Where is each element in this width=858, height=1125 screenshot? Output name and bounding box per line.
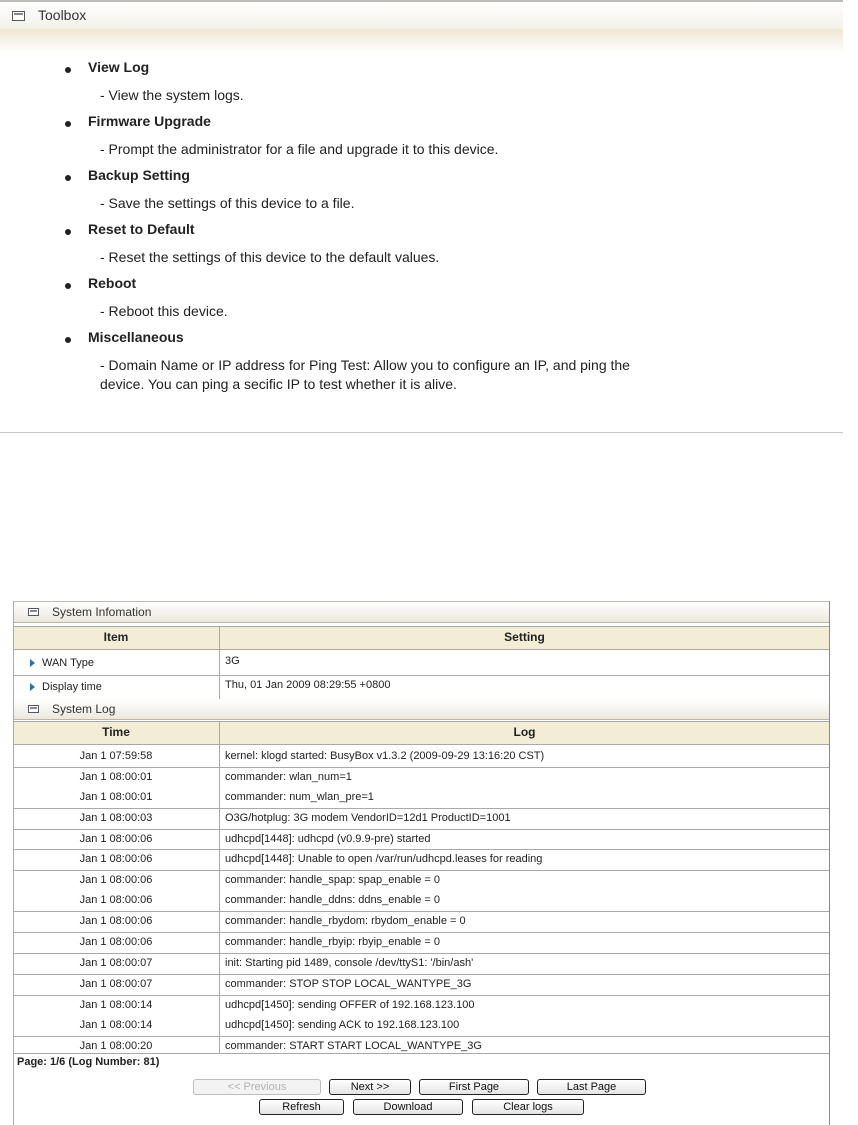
log-message: commander: handle_rbydom: rbydom_enable = 0 (225, 915, 466, 927)
table-row (14, 676, 829, 698)
bullet-icon (65, 229, 71, 235)
refresh-button[interactable]: Refresh (259, 1099, 344, 1115)
column-header-item: Item (103, 630, 129, 644)
bullet-icon (65, 175, 71, 181)
download-button[interactable]: Download (353, 1099, 463, 1115)
table-row (14, 996, 829, 1016)
first-page-button[interactable]: First Page (419, 1079, 529, 1095)
toolbox-item-title: Reset to Default (88, 221, 195, 237)
log-time: Jan 1 08:00:03 (79, 812, 153, 824)
table-row (14, 768, 829, 788)
system-log-title: System Log (52, 702, 116, 716)
table-row (14, 891, 829, 911)
log-message: commander: STOP STOP LOCAL_WANTYPE_3G (225, 978, 472, 990)
window-icon (28, 608, 39, 616)
toolbox-header (0, 0, 843, 30)
log-time: Jan 1 08:00:06 (79, 936, 153, 948)
table-row (14, 871, 829, 891)
log-message: commander: wlan_num=1 (225, 771, 352, 783)
table-row (14, 1016, 829, 1036)
info-item-label: Display time (42, 681, 102, 693)
next-page-button[interactable]: Next >> (329, 1079, 411, 1095)
table-row (14, 933, 829, 953)
log-time: Jan 1 08:00:06 (79, 894, 153, 906)
log-time: Jan 1 08:00:06 (79, 915, 153, 927)
log-message: commander: handle_ddns: ddns_enable = 0 (225, 894, 440, 906)
system-info-header (14, 602, 829, 623)
info-item-value: Thu, 01 Jan 2009 08:29:55 +0800 (225, 679, 391, 691)
log-message: udhcpd[1448]: udhcpd (v0.9.9-pre) started (225, 833, 431, 845)
bullet-icon (65, 283, 71, 289)
log-message: commander: handle_spap: spap_enable = 0 (225, 874, 440, 886)
row-divider (14, 1053, 829, 1054)
log-message: udhcpd[1448]: Unable to open /var/run/udhcpd.leases for reading (225, 853, 543, 865)
toolbox-item-description: - View the system logs. (100, 87, 244, 103)
log-message: udhcpd[1450]: sending ACK to 192.168.123.100 (225, 1019, 460, 1031)
toolbox-item-description: - Domain Name or IP address for Ping Test: Allow you to configure an IP, and ping the (100, 357, 630, 373)
toolbox-item-description: - Save the settings of this device to a file. (100, 195, 355, 211)
arrow-right-icon (30, 659, 35, 667)
toolbox-item-title: View Log (88, 59, 150, 75)
log-message: udhcpd[1450]: sending OFFER of 192.168.123.100 (225, 999, 475, 1011)
system-log-header (14, 699, 829, 720)
column-header-time: Time (102, 725, 130, 739)
system-info-column-header (14, 626, 829, 650)
log-message: commander: handle_rbyip: rbyip_enable = 0 (225, 936, 440, 948)
toolbox-item-title: Firmware Upgrade (88, 113, 211, 129)
log-message: commander: START START LOCAL_WANTYPE_3G (225, 1040, 482, 1052)
table-row (14, 652, 829, 674)
toolbox-title: Toolbox (38, 7, 87, 23)
toolbox-header-band (0, 29, 843, 53)
column-header-log: Log (513, 725, 536, 739)
log-time: Jan 1 08:00:06 (79, 874, 153, 886)
toolbox-item-description: - Reboot this device. (100, 303, 228, 319)
window-icon (28, 705, 39, 713)
toolbox-item-description: - Prompt the administrator for a file and upgrade it to this device. (100, 141, 499, 157)
log-time: Jan 1 08:00:07 (79, 978, 153, 990)
toolbox-list (0, 53, 843, 433)
clear-logs-button[interactable]: Clear logs (472, 1099, 584, 1115)
log-time: Jan 1 08:00:06 (79, 833, 153, 845)
bullet-icon (65, 121, 71, 127)
system-log-column-header (14, 721, 829, 745)
log-time: Jan 1 08:00:01 (79, 771, 153, 783)
log-message: commander: num_wlan_pre=1 (225, 791, 374, 803)
page-info: Page: 1/6 (Log Number: 81) (17, 1056, 160, 1068)
arrow-right-icon (30, 683, 35, 691)
table-row (14, 912, 829, 932)
table-row (14, 975, 829, 995)
table-row (14, 809, 829, 829)
table-row (14, 1037, 829, 1057)
log-message: kernel: klogd started: BusyBox v1.3.2 (2009-09-29 13:16:20 CST) (225, 750, 545, 762)
system-info-title: System Infomation (52, 605, 152, 619)
system-panel (13, 601, 830, 1125)
previous-page-button[interactable]: << Previous (193, 1079, 321, 1095)
log-time: Jan 1 08:00:06 (79, 853, 153, 865)
log-time: Jan 1 07:59:58 (79, 750, 153, 762)
toolbox-item-title: Miscellaneous (88, 329, 184, 345)
bullet-icon (65, 337, 71, 343)
log-time: Jan 1 08:00:14 (79, 999, 153, 1011)
toolbox-item-description: - Reset the settings of this device to the default values. (100, 249, 440, 265)
window-icon (12, 11, 25, 21)
toolbox-item-title: Backup Setting (88, 167, 190, 183)
table-row (14, 954, 829, 974)
log-time: Jan 1 08:00:07 (79, 957, 153, 969)
info-item-label: WAN Type (42, 657, 94, 669)
last-page-button[interactable]: Last Page (537, 1079, 646, 1095)
column-header-setting: Setting (504, 630, 545, 644)
bullet-icon (65, 67, 71, 73)
log-time: Jan 1 08:00:14 (79, 1019, 153, 1031)
log-message: init: Starting pid 1489, console /dev/ttyS1: '/bin/ash' (225, 957, 474, 969)
table-row (14, 830, 829, 850)
table-row (14, 788, 829, 808)
log-time: Jan 1 08:00:20 (79, 1040, 153, 1052)
log-message: O3G/hotplug: 3G modem VendorID=12d1 ProductID=1001 (225, 812, 511, 824)
toolbox-item-description-continued: device. You can ping a secific IP to test whether it is alive. (100, 376, 457, 392)
table-row (14, 747, 829, 767)
toolbox-item-title: Reboot (88, 275, 137, 291)
table-row (14, 850, 829, 870)
log-time: Jan 1 08:00:01 (79, 791, 153, 803)
info-item-value: 3G (225, 655, 240, 667)
